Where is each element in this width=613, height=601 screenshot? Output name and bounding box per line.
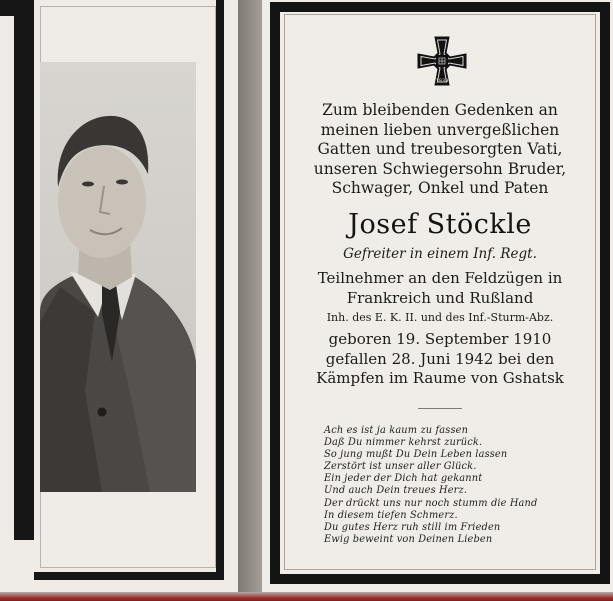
date-line: gefallen 28. Juni 1942 bei den — [325, 349, 555, 368]
life-dates — [284, 330, 596, 389]
poem-line: Ein jeder der Dich hat gekannt — [324, 473, 483, 485]
poem-line: Du gutes Herz ruh still im Frieden — [324, 521, 501, 533]
campaign-line: Frankreich und Rußland — [346, 288, 534, 307]
date-line: geboren 19. September 1910 — [328, 330, 552, 348]
poem-line: Zerstört ist unser aller Glück. — [324, 461, 477, 473]
memorial-text-card — [262, 0, 613, 592]
dedication-text — [284, 101, 596, 199]
dedication-line: meinen lieben unvergeßlichen — [320, 120, 560, 139]
bottom-edge — [0, 592, 613, 601]
awards-text: Inh. des E. K. II. und des Inf.-Sturm-Abz. — [326, 311, 554, 324]
poem-line: In diesem tiefen Schmerz. — [324, 509, 458, 521]
left-card-photo-panel — [0, 0, 238, 592]
portrait-photo — [40, 62, 196, 492]
dedication-line: Zum bleibenden Gedenken an — [322, 101, 558, 119]
memorial-poem — [324, 425, 586, 546]
date-line: Kämpfen im Raume von Gshatsk — [316, 369, 564, 387]
dedication-line: Schwager, Onkel und Paten — [331, 179, 549, 197]
iron-cross-icon — [415, 34, 469, 88]
dedication-line: Gatten und treubesorgten Vati, — [317, 140, 563, 158]
deceased-name: Josef Stöckle — [348, 209, 532, 240]
poem-line: Ach es ist ja kaum zu fassen — [324, 425, 469, 436]
poem-line: Daß Du nimmer kehrst zurück. — [324, 437, 483, 449]
portrait-figure — [40, 62, 196, 492]
left-border-gap — [0, 16, 14, 540]
divider-line — [418, 408, 462, 409]
poem-line: Der drückt uns nur noch stumm die Hand — [324, 497, 538, 509]
poem-line: Ewig beweint von Deinen Lieben — [324, 533, 493, 545]
dedication-line: unseren Schwiegersohn Bruder, — [313, 159, 567, 178]
card-fold-gap — [238, 0, 262, 601]
memorial-content — [284, 14, 596, 570]
campaign-line: Teilnehmer an den Feldzügen in — [317, 269, 563, 287]
cross-year: 1939 — [435, 78, 449, 85]
poem-line: So jung mußt Du Dein Leben lassen — [324, 449, 508, 461]
poem-line: Und auch Dein treues Herz. — [324, 485, 468, 497]
military-rank: Gefreiter in einem Inf. Regt. — [343, 246, 537, 262]
campaign-text — [284, 269, 596, 308]
